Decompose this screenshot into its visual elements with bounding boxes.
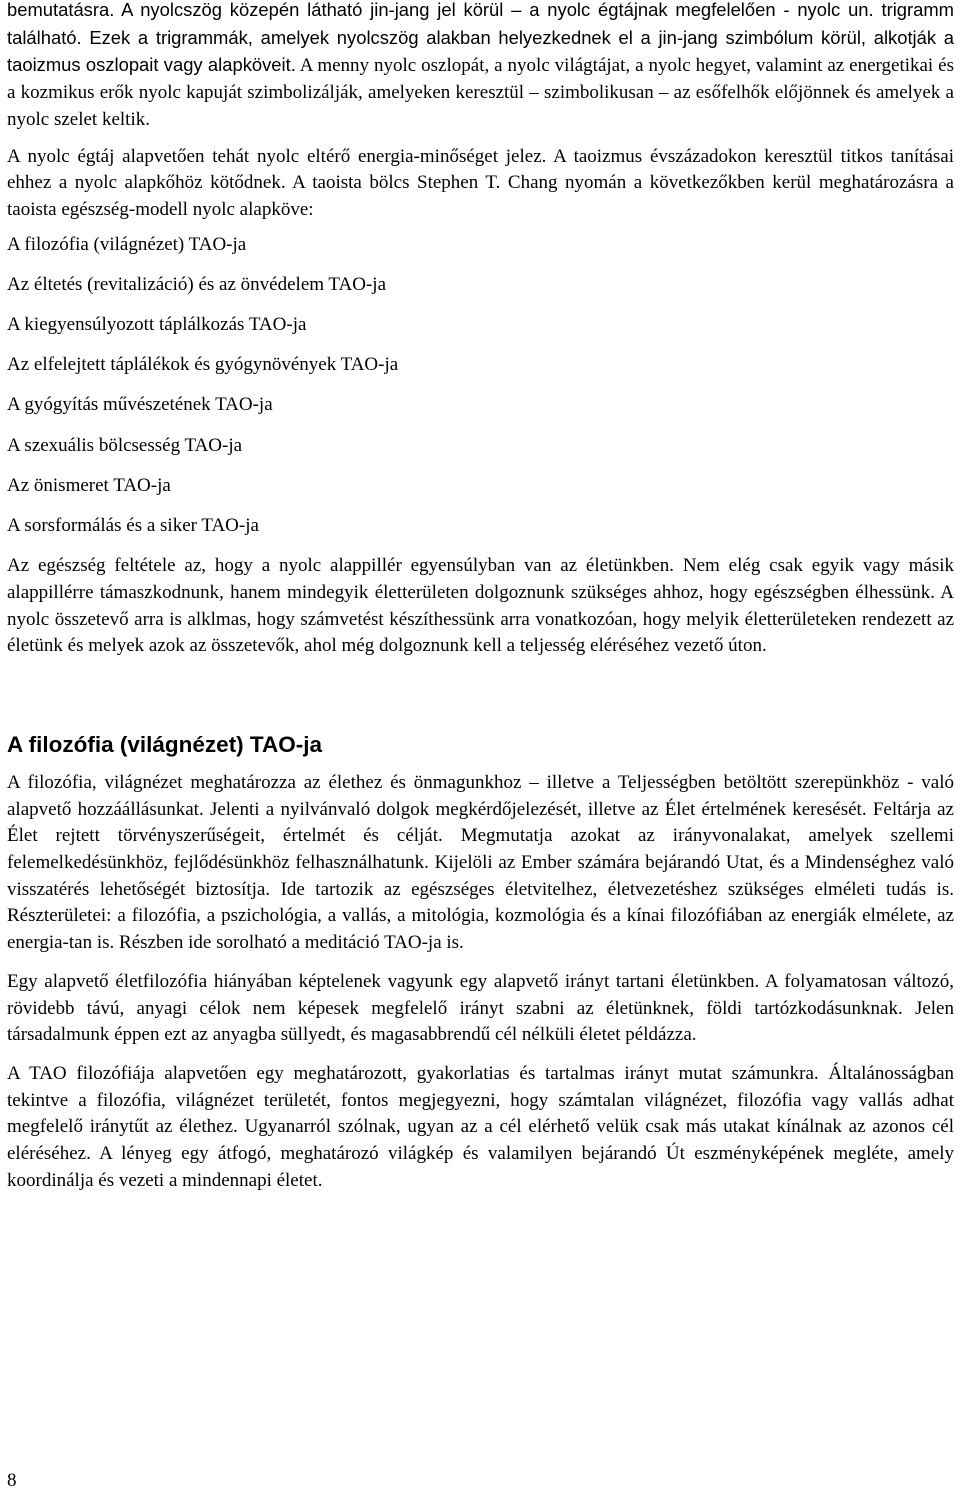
list-item: A sorsformálás és a siker TAO-ja bbox=[7, 514, 259, 536]
life-philosophy-paragraph: Egy alapvető életfilozófia hiányában képtelenek vagyunk egy alapvető irányt tartani életünkben. A folyamatosan változó, rövidebb távú, anyagi célok nem képesek megfelelő irányt szabni az életünknek, földi tartózkodásunknak. Jelen társadalmunk éppen ezt az anyagba süllyedt, és magasabbrendű cél nélküli életet példázza. bbox=[7, 970, 954, 1046]
list-item: Az éltetés (revitalizáció) és az önvédelem TAO-ja bbox=[7, 273, 386, 295]
list-item: A gyógyítás művészetének TAO-ja bbox=[7, 394, 273, 416]
list-item: Az önismeret TAO-ja bbox=[7, 474, 171, 496]
list-item: A filozófia (világnézet) TAO-ja bbox=[7, 233, 247, 255]
page-number: 8 bbox=[7, 1470, 17, 1491]
intro-paragraph-serif-part: A menny nyolc oszlopát, a nyolc világtájat, a nyolc hegyet, valamint az energetikai és a kozmikus erők nyolc kapuját szimbolizálják, amelyeken keresztül – szimbolikusan – az esőfelhők előjönnek és amelyek a nyolc szelet keltik. bbox=[7, 55, 954, 130]
eight-directions-paragraph: A nyolc égtáj alapvetően tehát nyolc eltérő energia-minőséget jelez. A taoizmus évszázadokon keresztül titkos tanításai ehhez a nyolc alapkőhöz kötődnek. A taoista bölcs Stephen T. Chang nyomán a következőkben kerül meghatározásra a taoista egészség-modell nyolc alapköve: bbox=[7, 145, 954, 220]
section-heading: A filozófia (világnézet) TAO-ja bbox=[7, 731, 323, 757]
balance-paragraph: Az egészség feltétele az, hogy a nyolc alappillér egyensúlyban van az életünkben. Nem elég csak egyik vagy másik alappillérre támaszkodnunk, hanem mindegyik életterületen dolgoznunk szükséges ahhoz, hogy egészségben élhessünk. A nyolc összetevő arra is alklmas, hogy számvetést készíthessünk arra vonatkozóan, hogy melyik életterületeken rendezett az életünk és melyek azok az összetevők, ahol még dolgoznunk kell a teljesség eléréséhez vezető úton. bbox=[7, 555, 954, 657]
eight-pillars-list bbox=[7, 232, 954, 539]
list-item: Az elfelejtett táplálékok és gyógynövények TAO-ja bbox=[7, 354, 399, 376]
intro-paragraph bbox=[7, 0, 954, 134]
intro-paragraph-sans-part: bemutatásra. A nyolcszög közepén látható jin-jang jel körül – a nyolc égtájnak megfelelően - nyolc un. trigramm található. Ezek a trigrammák, amelyek nyolcszög alakban helyezkednek el a jin-jang szimbólum körül, alkotják a taoizmus oszlopait vagy alapköveit. bbox=[7, 0, 954, 76]
philosophy-paragraph: A filozófia, világnézet meghatározza az élethez és önmagunkhoz – illetve a Teljességben betöltött szerepünkhöz - való alapvető hozzáállásunkat. Jelenti a nyilvánvaló dolgok megkérdőjelezését, illetve az Élet értelmének keresését. Feltárja az Élet rejtett törvényszerűségeit, értelmét és célját. Megmutatja azokat az irányvonalakat, amelyek szellemi felemelkedésünkhöz, fejlődésünkhöz felhasználhatunk. Kijelöli az Ember számára bejárandó Utat, és a Mindenséghez való visszatérés lehetőségét biztosítja. Ide tartozik az egészséges életvitelhez, életvezetéshez szükséges elméleti tudás is. Részterületei: a filozófia, a pszichológia, a vallás, a mitológia, kozmológia és a kínai filozófiában az energiák elmélete, az energia-tan is. Részben ide sorolható a meditáció TAO-ja is. bbox=[7, 771, 954, 954]
list-item: A szexuális bölcsesség TAO-ja bbox=[7, 434, 243, 456]
tao-philosophy-paragraph: A TAO filozófiája alapvetően egy meghatározott, gyakorlatias és tartalmas irányt mutat számunkra. Általánosságban tekintve a filozófia, világnézet területét, fontos megjegyezni, hogy számtalan világnézet, filozófia vagy vallás adhat megfelelő iránytűt az élethez. Ugyanarról szólnak, ugyan az a cél elérhető velük csak más utakat kínálnak az azonos cél eléréséhez. A lényeg egy átfogó, meghatározó világkép és valamilyen bejárandó Út eszményképének megléte, amely koordinálja és vezeti a mindennapi életet. bbox=[7, 1062, 954, 1191]
list-item: A kiegyensúlyozott táplálkozás TAO-ja bbox=[7, 314, 307, 335]
